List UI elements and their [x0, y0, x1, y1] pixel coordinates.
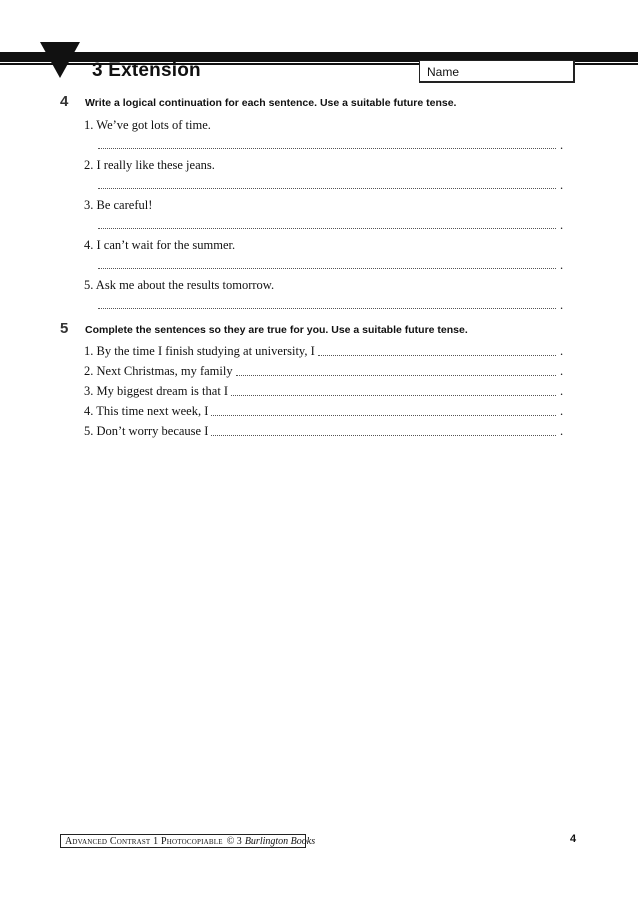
- exercise-4-item-2: 2. I really like these jeans.: [84, 158, 215, 172]
- line-end-period: .: [560, 344, 564, 358]
- footer-brand: Advanced Contrast 1 Photocopiable: [65, 835, 223, 847]
- exercise-5-row-1[interactable]: [84, 343, 556, 359]
- line-end-period: .: [560, 298, 564, 312]
- footer-copyright: © 3: [226, 835, 242, 847]
- line-end-period: .: [560, 178, 564, 192]
- exercise-4-answer-line-3[interactable]: [98, 228, 556, 229]
- line-end-period: .: [560, 258, 564, 272]
- line-end-period: .: [560, 218, 564, 232]
- exercise-5-answer-line-3[interactable]: [231, 395, 556, 396]
- page-title: 3 Extension: [92, 60, 201, 81]
- name-field[interactable]: [419, 60, 575, 83]
- exercise-5-answer-line-4[interactable]: [211, 415, 556, 416]
- line-end-period: .: [560, 424, 564, 438]
- exercise-5-row-5[interactable]: [84, 423, 556, 439]
- exercise-5-row-2[interactable]: [84, 363, 556, 379]
- triangle-icon: [40, 42, 80, 78]
- exercise-4-answer-line-5[interactable]: [98, 308, 556, 309]
- line-end-period: .: [560, 384, 564, 398]
- exercise-4-answer-line-4[interactable]: [98, 268, 556, 269]
- footer-publisher: Burlington Books: [244, 835, 316, 847]
- line-end-period: .: [560, 404, 564, 418]
- exercise-5-item-2: 2. Next Christmas, my family: [84, 364, 233, 378]
- exercise-4-number: 4: [60, 93, 69, 110]
- exercise-5-item-5: 5. Don’t worry because I: [84, 424, 209, 438]
- exercise-4-item-1: 1. We’ve got lots of time.: [84, 118, 211, 132]
- exercise-4-answer-line-1[interactable]: [98, 148, 556, 149]
- exercise-5-row-3[interactable]: [84, 383, 556, 399]
- exercise-4-item-3: 3. Be careful!: [84, 198, 153, 212]
- exercise-5-answer-line-1[interactable]: [318, 355, 556, 356]
- exercise-5-row-4[interactable]: [84, 403, 556, 419]
- line-end-period: .: [560, 138, 564, 152]
- line-end-period: .: [560, 364, 564, 378]
- exercise-5-answer-line-5[interactable]: [211, 435, 556, 436]
- exercise-5-answer-line-2[interactable]: [236, 375, 556, 376]
- exercise-4-instruction: Write a logical continuation for each sentence. Use a suitable future tense.: [85, 97, 457, 109]
- page-number: 4: [570, 833, 577, 845]
- exercise-5-instruction: Complete the sentences so they are true for you. Use a suitable future tense.: [85, 324, 468, 336]
- exercise-5-item-1: 1. By the time I finish studying at university, I: [84, 344, 315, 358]
- name-label: Name: [427, 65, 460, 79]
- exercise-4-item-4: 4. I can’t wait for the summer.: [84, 238, 236, 252]
- footer-credit: [60, 834, 316, 848]
- exercise-5-item-3: 3. My biggest dream is that I: [84, 384, 229, 398]
- exercise-4-answer-line-2[interactable]: [98, 188, 556, 189]
- exercise-5-item-4: 4. This time next week, I: [84, 404, 209, 418]
- exercise-4-item-5: 5. Ask me about the results tomorrow.: [84, 278, 275, 292]
- exercise-5-number: 5: [60, 320, 69, 337]
